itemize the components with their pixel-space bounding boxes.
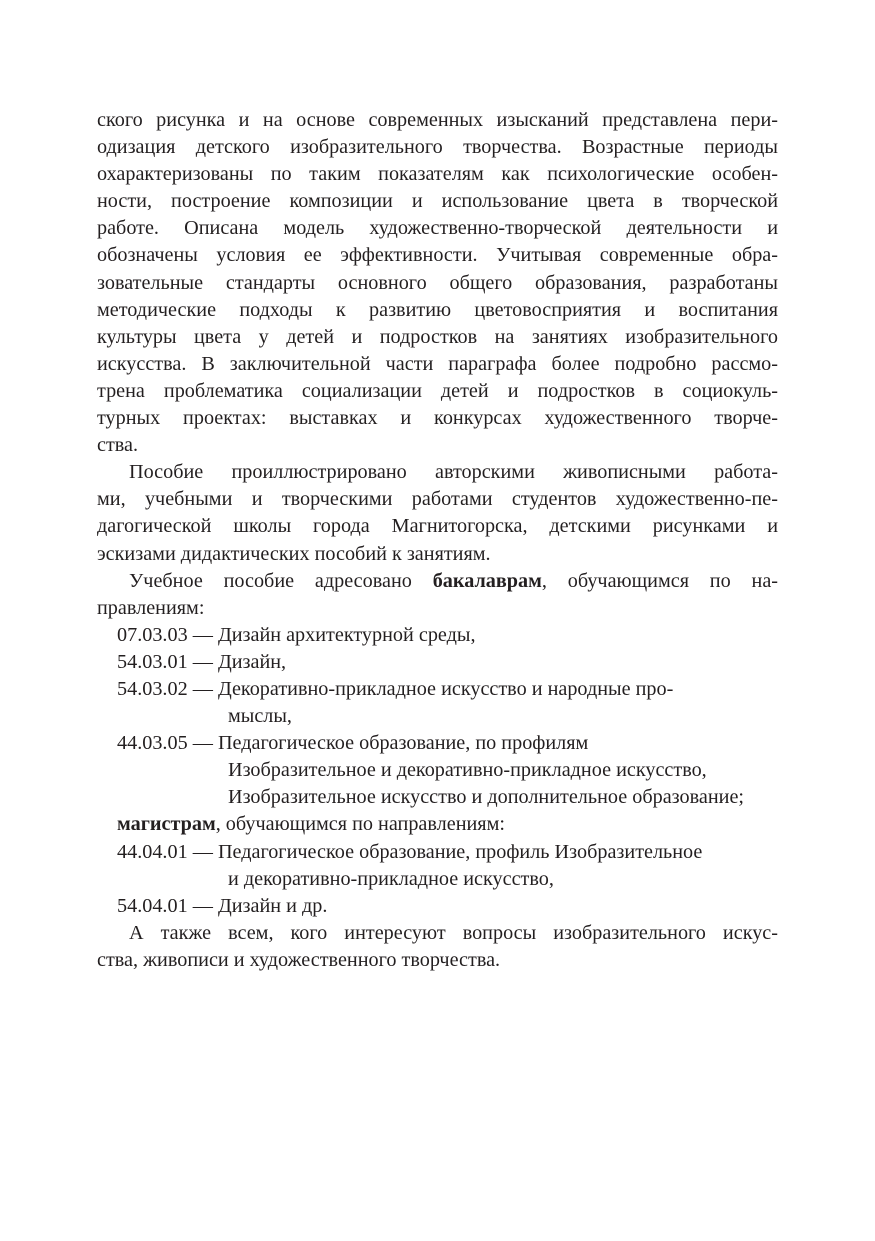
closing-line: А также всем, кого интересуют вопросы изобразительного искус- — [129, 921, 778, 944]
intro-line: одизация детского изобразительного творчества. Возрастные периоды — [97, 136, 778, 159]
intro-line: работе. Описана модель художественно-творческой деятельности и — [97, 217, 778, 240]
program-item: 07.03.03 — Дизайн архитектурной среды, — [117, 623, 476, 646]
audience-paragraph — [97, 568, 778, 622]
master-list — [97, 839, 778, 920]
audience-text: , обучающимся по на- — [541, 569, 778, 592]
intro-line: искусства. В заключительной части параграфа более подробно рассмо- — [97, 352, 778, 375]
program-item-continuation: и декоративно-прикладное искусство, — [228, 867, 554, 890]
audience-line: правлениям: — [97, 596, 205, 619]
masters-line — [97, 811, 778, 838]
audience-text: Учебное пособие адресовано — [129, 569, 433, 592]
page-body — [97, 107, 778, 974]
program-item-continuation: Изобразительное искусство и дополнительное образование; — [228, 786, 745, 809]
program-item: 54.03.02 — Декоративно-прикладное искусство и народные про- — [117, 677, 674, 700]
bachelor-list — [97, 622, 778, 812]
bachelors-term: бакалаврам — [432, 569, 542, 592]
illustration-line: дагогической школы города Магнитогорска, детскими рисунками и — [97, 515, 778, 538]
illustration-line: Пособие проиллюстрировано авторскими живописными работа- — [129, 461, 778, 484]
illustration-line: эскизами дидактических пособий к занятиям. — [97, 542, 491, 565]
audience-line — [97, 568, 778, 595]
intro-line: методические подходы к развитию цветовосприятия и воспитания — [97, 298, 778, 321]
program-item-continuation: Изобразительное и декоративно-прикладное искусство, — [228, 759, 707, 782]
illustration-paragraph — [97, 459, 778, 567]
masters-text: , обучающимся по направлениям: — [215, 813, 505, 836]
program-item-continuation: мыслы, — [228, 705, 292, 728]
illustration-line: ми, учебными и творческими работами студентов художественно-пе- — [97, 488, 778, 511]
intro-line: обозначены условия ее эффективности. Учитывая современные обра- — [97, 244, 778, 267]
program-item: 44.04.01 — Педагогическое образование, профиль Изобразительное — [117, 840, 703, 863]
intro-paragraph — [97, 107, 778, 459]
intro-line: ского рисунка и на основе современных изысканий представлена пери- — [97, 109, 778, 131]
intro-line: турных проектах: выставках и конкурсах художественного творче- — [97, 407, 778, 430]
intro-line: ства. — [97, 434, 139, 457]
program-item: 44.03.05 — Педагогическое образование, по профилям — [117, 732, 589, 755]
intro-line: ности, построение композиции и использование цвета в творческой — [97, 190, 778, 213]
intro-line: трена проблематика социализации детей и подростков в социокуль- — [97, 379, 778, 402]
intro-line: зовательные стандарты основного общего образования, разработаны — [97, 271, 778, 294]
masters-term: магистрам — [117, 813, 216, 836]
closing-paragraph — [97, 920, 778, 974]
program-item: 54.04.01 — Дизайн и др. — [117, 894, 328, 917]
intro-line: культуры цвета у детей и подростков на занятиях изобразительного — [97, 325, 778, 348]
closing-line: ства, живописи и художественного творчества. — [97, 948, 501, 971]
program-item: 54.03.01 — Дизайн, — [117, 650, 287, 673]
intro-line: охарактеризованы по таким показателям как психологические особен- — [97, 163, 778, 186]
